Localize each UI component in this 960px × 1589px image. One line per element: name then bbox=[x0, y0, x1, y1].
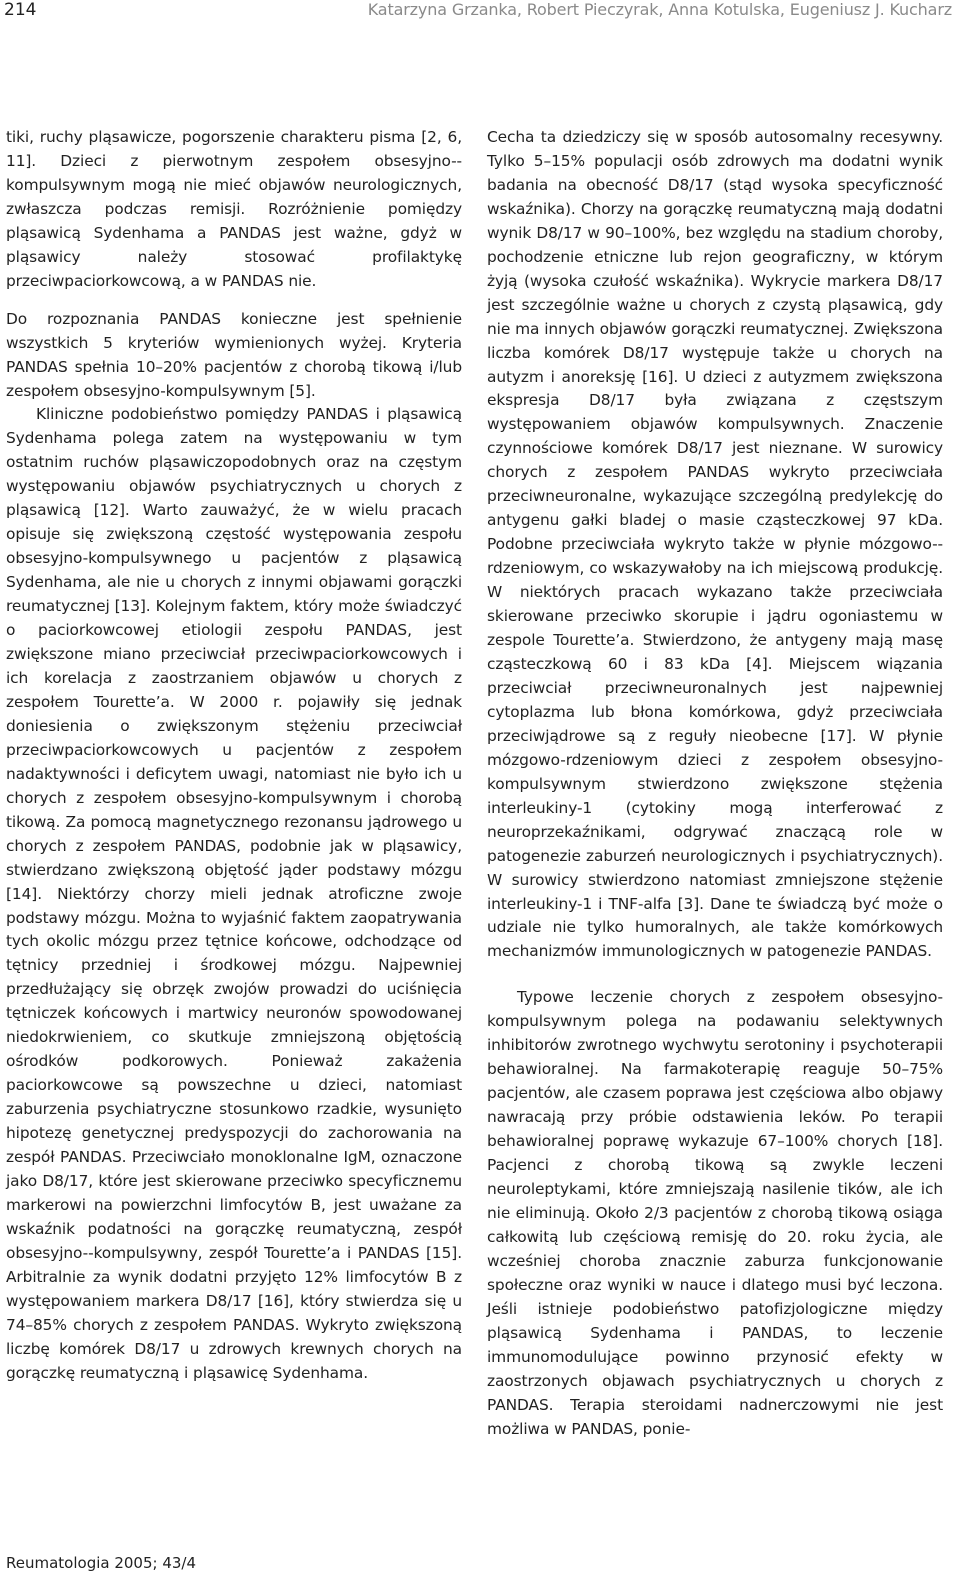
paragraph-criteria: Do rozpoznania PANDAS konieczne jest spełnienie wszystkich 5 kryteriów wymienionych wyżej. Kryteria PANDAS spełnia 10–20% pacjentów z chorobą tikową i/lub zespołem obsesyjno-kompulsywnym [5]. bbox=[6, 309, 462, 400]
paragraph-differential: tiki, ruchy pląsawicze, pogorszenie charakteru pisma [2, 6, 11]. Dzieci z pierwotnym zespołem obsesyjno--kompulsywnym mogą nie mieć objawów neurologicznych, zwłaszcza podczas remisji. Rozróżnienie pomiędzy pląsawicą Sydenhama a PANDAS jest ważne, gdyż w pląsawicy należy stosować profilaktykę przeciwpaciorkowcową, a w PANDAS nie. bbox=[6, 128, 462, 290]
running-head-authors: Katarzyna Grzanka, Robert Pieczyrak, Anna Kotulska, Eugeniusz J. Kucharz bbox=[367, 0, 952, 19]
left-column bbox=[6, 126, 462, 1386]
journal-footer: Reumatologia 2005; 43/4 bbox=[6, 1554, 197, 1572]
paragraph-clinical-similarity: Kliniczne podobieństwo pomiędzy PANDAS i pląsawicą Sydenhama polega zatem na występowaniu w tym ostatnim ruchów pląsawiczopodobnych oraz na częstym występowaniu objawów psychiatrycznych u chorych z pląsawicą [12]. Warto zauważyć, że w wielu pracach opisuje się zwiększoną częstość występowania zespołu obsesyjno-kompulsywnego u pacjentów z pląsawicą Sydenhama, ale nie u chorych z innymi objawami gorączki reumatycznej [13]. Kolejnym faktem, który może świadczyć o paciorkowcowej etiologii zespołu PANDAS, jest zwiększone miano przeciwciał przeciwpaciorkowcowych i ich korelacja z zaostrzaniem objawów u chorych z zespołem Tourette’a. W 2000 r. pojawiły się jednak doniesienia o zwiększonym stężeniu przeciwciał przeciwpaciorkowcowych u pacjentów z zespołem nadaktywności i deficytem uwagi, natomiast nie było ich u chorych z zespołem obsesyjno-kompulsywnym i chorobą tikową. Za pomocą magnetycznego rezonansu jądrowego u chorych z zespołem PANDAS, podobnie jak w pląsawicy, stwierdzano zwiększoną objętość jąder podstawy mózgu [14]. Niektórzy chorzy mieli jednak atroficzne zwoje podstawy mózgu. Można to wyjaśnić faktem zaopatrywania tych okolic mózgu przez tętnice końcowe, odchodzące od tętnicy przedniej i środkowej mózgu. Najpewniej przedłużający się obrzęk zwojów prowadzi do uciśnięcia tętniczek końcowych i martwicy neuronów spowodowanej niedokrwieniem, co skutkuje zmniejszoną objętością ośrodków podkorowych. Ponieważ zakażenia paciorkowcowe są powszechne u dzieci, natomiast zaburzenia psychiatryczne stosunkowo rzadkie, wysunięto hipotezę genetycznej predyspozycji do zachorowania na zespół PANDAS. Przeciwciało monoklonalne IgM, oznaczone jako D8/17, które jest skierowane przeciwko specyficznemu markerowi na powierzchni limfocytów B, jest uważane za wskaźnik podatności na gorączkę reumatyczną, zespół obsesyjno--kompulsywny, zespół Tourette’a i PANDAS [15]. Arbitralnie za wynik dodatni przyjęto 12% limfocytów B z występowaniem markera D8/17 [16], który stwierdza się u 74–85% chorych z zespołem PANDAS. Wykryto zwiększoną liczbę komórek D8/17 u zdrowych krewnych chorych na gorączkę reumatyczną i pląsawicę Sydenhama. bbox=[6, 405, 462, 1382]
paragraph-treatment: Typowe leczenie chorych z zespołem obsesyjno-kompulsywnym polega na podawaniu selektywnych inhibitorów zwrotnego wychwytu serotoniny i psychoterapii behawioralnej. Na farmakoterapię reaguje 50–75% pacjentów, ale czasem poprawa jest częściowa albo objawy nawracają przy próbie odstawienia leków. Po terapii behawioralnej poprawę wykazuje 67–100% chorych [18]. Pacjenci z chorobą tikową są zwykle leczeni neuroleptykami, które zmniejszają nasilenie tików, ale ich nie eliminują. Około 2/3 pacjentów z chorobą tikową osiąga całkowitą lub częściową remisję do 20. roku życia, ale wcześniej choroba znacznie zaburza funkcjonowanie społeczne oraz wyniki w nauce i dlatego musi być leczona. Jeśli istnieje podobieństwo patofizjologiczne między pląsawicą Sydenhama i PANDAS, to leczenie immunomodulujące powinno przynosić efekty w zaostrzonych objawach psychiatrycznych u chorych z PANDAS. Terapia steroidami nadnerczowymi nie jest możliwa w PANDAS, ponie- bbox=[487, 988, 943, 1438]
page-number: 214 bbox=[4, 0, 37, 20]
right-column bbox=[487, 126, 943, 1441]
paragraph-d817-marker: Cecha ta dziedziczy się w sposób autosomalny recesywny. Tylko 5–15% populacji osób zdrowych ma dodatni wynik badania na obecność D8/17 (stąd wysoka specyficzność wskaźnika). Chorzy na gorączkę reumatyczną mają dodatni wynik D8/17 w 90–100%, bez względu na stadium choroby, pochodzenie etniczne lub rejon geograficzny, w którym żyją (wysoka czułość wskaźnika). Wykrycie markera D8/17 jest szczególnie ważne u chorych z czystą pląsawicą, gdy nie ma innych objawów gorączki reumatycznej. Zwiększona liczba komórek D8/17 występuje także u chorych na autyzm i anoreksję [16]. U dzieci z autyzmem zwiększona ekspresja D8/17 była związana z częstszym występowaniem objawów kompulsywnych. Znaczenie czynnościowe komórek D8/17 jest nieznane. W surowicy chorych z zespołem PANDAS wykryto przeciwciała przeciwneuronalne, wykazujące szczególną predylekcję do antygenu gałki bladej o masie cząsteczkowej 97 kDa. Podobne przeciwciała wykryto także w płynie mózgowo--rdzeniowym, co wskazywałoby na ich miejscową produkcję. W niektórych pracach wykazano także przeciwciała skierowane przeciwko skorupie i jądru ogoniastemu w zespole Tourette’a. Stwierdzono, że antygeny mają masę cząsteczkową 60 i 83 kDa [4]. Miejscem wiązania przeciwciał przeciwneuronalnych jest najpewniej cytoplazma lub błona komórkowa, gdyż przeciwciała przeciwjądrowe są z reguły nieobecne [17]. W płynie mózgowo-rdzeniowym dzieci z zespołem obsesyjno-kompulsywnym stwierdzono zwiększone stężenia interleukiny-1 (cytokiny mogą interferować z neuroprzekaźnikami, odgrywać znaczącą role w patogenezie zaburzeń neurologicznych i psychiatrycznych). W surowicy stwierdzono natomiast zmniejszone stężenie interleukiny-1 i TNF-alfa [3]. Dane te świadczą być może o udziale nie tylko humoralnych, ale także komórkowych mechanizmów immunologicznych w patogenezie PANDAS. bbox=[487, 128, 943, 961]
